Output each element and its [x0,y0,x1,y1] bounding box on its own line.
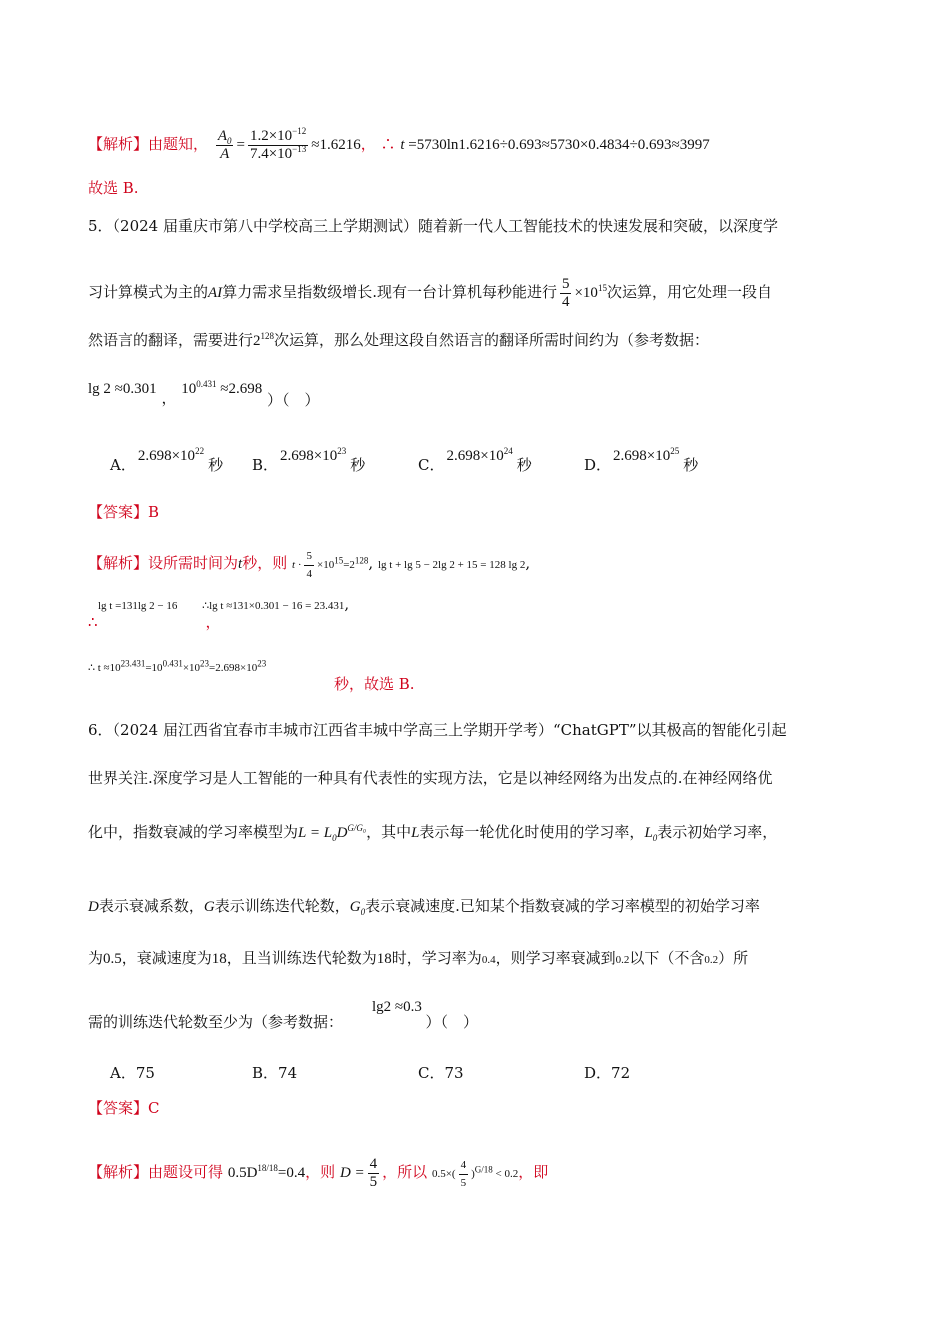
q5-sol1b: 秒，则 [242,554,288,573]
q5-sol3-expr: ∴ $t \approx 10^{23.431}=10^{0.431}\times 10^{23}=2.698\times 10^{23}$ [88,658,267,674]
q4-conclusion: 故选 B. [88,179,139,197]
q5-stem-line2 [88,276,772,311]
q5-number: 5． [88,217,113,235]
q6-stem-line1 [88,720,787,740]
q5-sol2-therefore: ∴ ， [88,613,221,631]
q6-sol-expr1: $0.5D^{18/18}=0.4$ [227,1162,306,1181]
q5-sol2-expr2: ∴lg t ≈131×0.301 − 16 = 23.431 [202,600,345,612]
q5-stem3a: 然语言的翻译，需要进行 [88,331,254,349]
q6-stem4a: 表示衰减系数， [98,897,204,915]
q5-paren: ）（ ） [267,391,320,409]
q5-ops: $2^{128}$ [253,331,275,349]
q5-reference-line [88,378,320,409]
q6-option-c[interactable]: C．73 [418,1064,464,1082]
q6-solution-label: 【解析】 [88,1162,149,1181]
q5-stem2b: 算力需求呈指数级增长.现有一台计算机每秒能进行 [222,282,557,301]
q6-D: D [88,899,99,915]
q5-sol3-end: 秒，故选 B. [334,675,415,693]
q5-sol1-t: t [238,556,243,573]
q5-sol2-expr: lg t =131lg 2 − 16 [98,600,178,612]
q6-G0: $G_0$ [349,899,366,917]
q5-stem-line3 [88,330,709,351]
q6-L: L [411,825,420,841]
q6-stem4c: 表示衰减速度.已知某个指数衰减的学习率模型的初始学习率 [365,897,760,915]
q4-ratio-left: $\frac{A_0}{A}$ [217,128,232,162]
q5-ai: AI [208,284,223,301]
q5-sol1-eq: t · $\frac{5}{4}$ $\times 10^{15}=2^{128}$ [292,550,369,580]
solution-label: 【解析】 [88,134,149,153]
q5-ref-comma: ， [161,389,177,407]
q6-solution-line1: 【解析】由题设可得 $0.5D^{18/18}=0.4$，则 D = $\frac{4}{5}$ ，所以 0.5×( $\frac{4}{5}$ )$^{G/18}$ < 0.2，即 [88,1156,549,1190]
q5-solution-line3 [88,656,266,678]
q5-stem1: （2024 届重庆市第八中学校高三上学期测试）随着新一代人工智能技术的快速发展和突破，以深度学 [112,217,778,235]
q5-rate: $\frac{5}{4}$ $\times 10^{15}$ [561,276,607,310]
q6-option-b[interactable]: B．74 [252,1064,298,1082]
q6-stem3d: 表示初始学习率， [657,823,778,841]
q5-solution-line1: 【解析】设所需时间为t秒，则 t · $\frac{5}{4}$ $\times 10^{15}=2^{128}$, lg t + lg 5 − 2lg 2 + 15 = 128 lg 2, [88,550,531,580]
q5-stem2a: 习计算模式为主的 [88,282,209,301]
q5-stem2c: 次运算，用它处理一段自 [606,282,772,301]
q6-L0: $L_0$ [644,825,658,843]
q5-sol1-lg: lg t + lg 5 − 2lg 2 + 15 = 128 lg 2 [377,559,526,572]
q4-ratio: $\frac{A_0}{A}$ = $\frac{1.2\times 10^{-12}}{7.4\times 10^{-13}}$ ≈1.6216 [217,126,361,162]
q6-stem4b: 表示训练迭代轮数， [214,897,350,915]
q4-solution-line [88,128,710,163]
q4-intro: 由题知， [148,134,209,153]
q6-stem-line3 [88,822,777,843]
q6-stem1: （2024 届江西省宜春市丰城市江西省丰城中学高三上学期开学考）“ChatGPT”以其极高的智能化引起 [112,721,787,739]
q5-stem3b: 次运算，那么处理这段自然语言的翻译所需时间约为（参考数据： [274,331,710,349]
q5-ref1: lg 2 ≈0.301 [88,381,157,397]
q5-option-c[interactable]: C． $2.698\times 10^{24}$秒 [418,446,532,474]
q6-stem-line5: 为0.5，衰减速度为18，且当训练迭代轮数为18时，学习率为0.4，则学习率衰减到0.2以下（不含0.2）所 [88,949,749,967]
q5-stem-line1 [88,216,778,236]
q4-approx: ≈1.6216 [311,136,361,153]
q6-stem3b: ，其中 [366,823,412,841]
q6-sol-expr2: 0.5×( $\frac{4}{5}$ )$^{G/18}$ < 0.2 [431,1158,519,1189]
q4-t-expression: t =5730ln1.6216÷0.693≈5730×0.4834÷0.693≈3997 [400,136,710,153]
q4-sep: ， [360,134,376,153]
q5-solution-line2: lg t =131lg 2 − 16 ∴lg t ≈131×0.301 − 16 = 23.431, [98,595,350,613]
q5-solution-label: 【解析】 [88,554,149,573]
q5-option-b[interactable]: B． $2.698\times 10^{23}$秒 [252,446,366,474]
q6-stem-line2: 世界关注.深度学习是人工智能的一种具有代表性的实现方法，它是以神经网络为出发点的.在神经网络优 [88,769,773,787]
q6-number: 6． [88,721,113,739]
q6-answer: 【答案】C [88,1099,160,1117]
q5-sol1a: 设所需时间为 [148,554,239,573]
q6-option-a[interactable]: A．75 [110,1064,155,1082]
q6-stem3a: 化中，指数衰减的学习率模型为 [88,823,299,841]
q5-answer: 【答案】B [88,503,160,521]
q4-therefore: ∴ [380,134,396,153]
q4-ratio-fraction: $\frac{1.2\times 10^{-12}}{7.4\times 10^{-13}}$ [249,126,307,162]
q6-stem-line6: 需的训练迭代轮数至少为（参考数据： ）（ ） [88,1013,479,1031]
q6-option-d[interactable]: D．72 [584,1064,631,1082]
q5-option-d[interactable]: D． $2.698\times 10^{25}$秒 [584,446,699,474]
q6-ref: lg2 ≈0.3 [372,999,422,1015]
q6-stem-line4 [88,896,760,917]
q6-formula: $L = L_0D^{G/G_0}$ [298,823,367,843]
q6-stem3c: 表示每一轮优化时使用的学习率， [419,823,645,841]
q5-ref2: $10^{0.431} \approx 2.698$ [181,379,263,397]
q6-G: G [203,899,215,915]
q5-option-a[interactable]: A． $2.698\times 10^{22}$秒 [110,446,224,474]
q6-sol-D: D = $\frac{4}{5}$ [339,1156,378,1190]
